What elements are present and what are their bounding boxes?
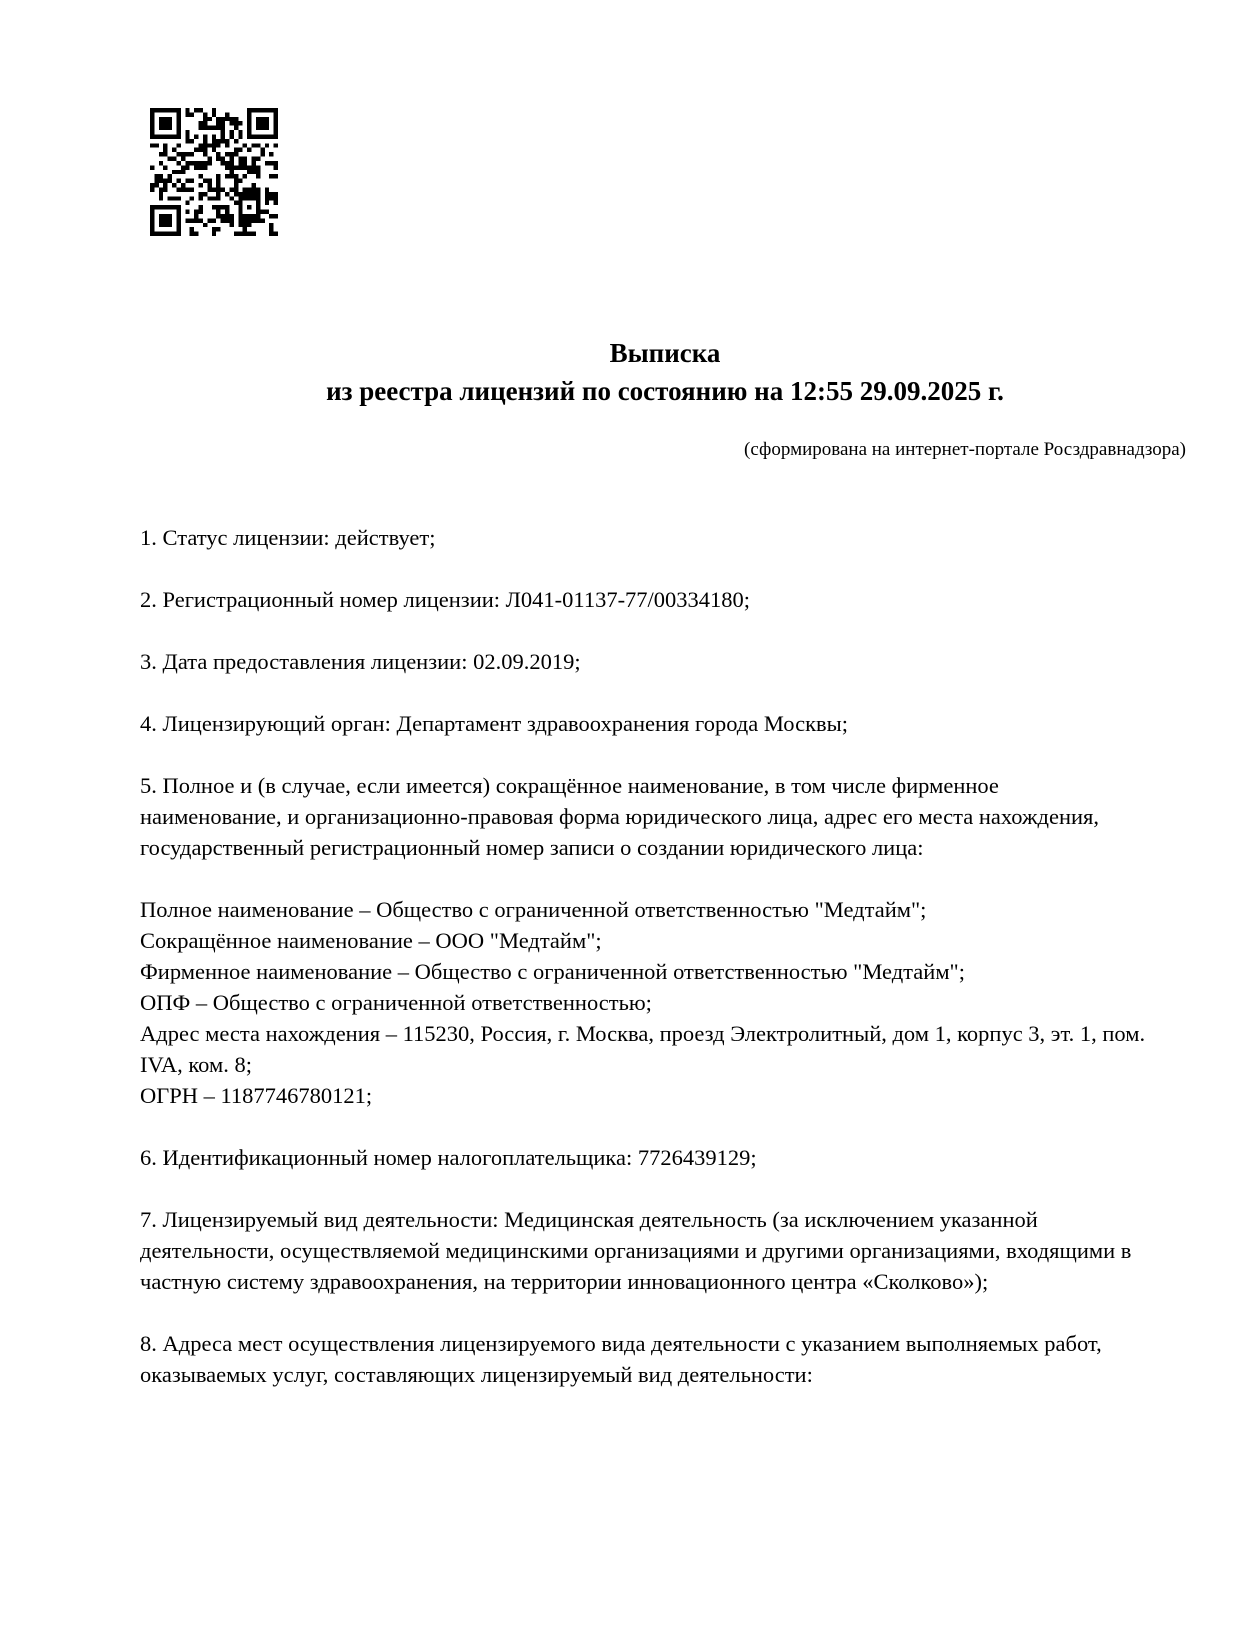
paragraph-inn: 6. Идентификационный номер налогоплательщика: 7726439129; [140,1145,757,1170]
org-full-name: Полное наименование – Общество с ограниченной ответственностью "Медтайм"; [140,897,927,922]
paragraph-licensing-authority: 4. Лицензирующий орган: Департамент здравоохранения города Москвы; [140,711,849,736]
paragraph-license-status: 1. Статус лицензии: действует; [140,525,436,550]
document-title-line2: из реестра лицензий по состоянию на 12:55 29.09.2025 г. [326,376,1004,406]
paragraph-activity-type: 7. Лицензируемый вид деятельности: Медицинская деятельность (за исключением указанной деятельности, осуществляемой медицинскими организациями и другими организациями, входящими в частную систему здравоохранения, на территории инновационного центра «Сколково»); [140,1207,1132,1294]
document-title-line1: Выписка [609,338,721,368]
document-content [140,334,1190,1421]
document-title [140,334,1190,410]
org-details-block [140,894,1150,1111]
qr-code-icon [150,108,278,236]
paragraph-grant-date: 3. Дата предоставления лицензии: 02.09.2019; [140,649,581,674]
document-body [140,522,1190,1390]
org-brand-name: Фирменное наименование – Общество с ограниченной ответственностью "Медтайм"; [140,959,965,984]
org-short-name: Сокращённое наименование – ООО "Медтайм"; [140,928,602,953]
org-address: Адрес места нахождения – 115230, Россия, г. Москва, проезд Электролитный, дом 1, корпус 3, эт. 1, пом. IVA, ком. 8; [140,1021,1146,1077]
org-legal-form: ОПФ – Общество с ограниченной ответственностью; [140,990,652,1015]
paragraph-org-names-intro: 5. Полное и (в случае, если имеется) сокращённое наименование, в том числе фирменное наименование, и организационно-правовая форма юридического лица, адрес его места нахождения, государственный регистрационный номер записи о создании юридического лица: [140,773,1100,860]
paragraph-registration-number: 2. Регистрационный номер лицензии: Л041-01137-77/00334180; [140,587,751,612]
paragraph-addresses-intro: 8. Адреса мест осуществления лицензируемого вида деятельности с указанием выполняемых работ, оказываемых услуг, составляющих лицензируемый вид деятельности: [140,1331,1102,1387]
generated-note: (сформирована на интернет-портале Росздравнадзора) [744,439,1186,460]
org-ogrn: ОГРН – 1187746780121; [140,1083,373,1108]
